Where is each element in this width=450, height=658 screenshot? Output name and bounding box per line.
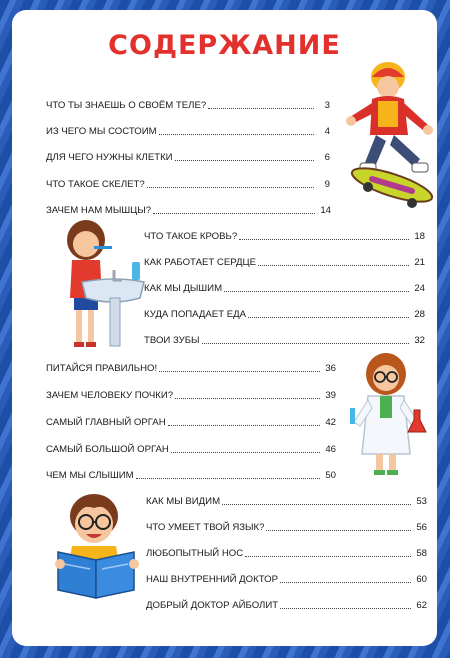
skateboarder-illustration <box>342 55 437 215</box>
toc-entry-label: САМЫЙ ГЛАВНЫЙ ОРГАН <box>46 417 166 428</box>
toc-entry[interactable] <box>46 467 336 481</box>
toc-entry-page: 14 <box>320 205 331 216</box>
toc-entry-page: 6 <box>324 152 330 163</box>
toc-entry-label: ТВОИ ЗУБЫ <box>144 335 200 346</box>
toc-leader-dots <box>208 108 314 109</box>
toc-entry-page: 42 <box>325 417 336 428</box>
toc-leader-dots <box>202 343 409 344</box>
toc-leader-dots <box>248 317 409 318</box>
toc-entry-label: ЧТО ТАКОЕ СКЕЛЕТ? <box>46 179 145 190</box>
toc-entry[interactable] <box>46 387 336 401</box>
toc-entry-label: ЧЕМ МЫ СЛЫШИМ <box>46 470 134 481</box>
scientist-girl-illustration <box>344 348 429 478</box>
boy-reading-illustration <box>54 490 142 600</box>
toc-entry-page: 46 <box>325 444 336 455</box>
toc-leader-dots <box>280 608 411 609</box>
toc-entry[interactable] <box>144 332 425 346</box>
toc-leader-dots <box>136 478 320 479</box>
toc-entry[interactable] <box>144 306 425 320</box>
toc-leader-dots <box>171 452 320 453</box>
toc-entry-page: 32 <box>414 335 425 346</box>
toc-leader-dots <box>153 213 315 214</box>
toc-entry-page: 4 <box>324 126 330 137</box>
toc-entry-label: ПИТАЙСЯ ПРАВИЛЬНО! <box>46 363 158 374</box>
toc-entry-label: ДЛЯ ЧЕГО НУЖНЫ КЛЕТКИ <box>46 152 173 163</box>
toc-leader-dots <box>175 398 320 399</box>
toc-entry[interactable] <box>46 176 330 190</box>
toc-entry[interactable] <box>144 254 425 268</box>
page-title: СОДЕРЖАНИЕ <box>108 30 341 61</box>
toc-entry[interactable] <box>46 414 336 428</box>
toc-leader-dots <box>175 160 314 161</box>
toc-entry-label: ЛЮБОПЫТНЫЙ НОС <box>146 548 244 559</box>
toc-entry-label: КАК МЫ ДЫШИМ <box>144 283 223 294</box>
toc-entry[interactable] <box>46 149 330 163</box>
toc-entry[interactable] <box>46 202 331 216</box>
toc-entry-page: 39 <box>325 390 336 401</box>
toc-entry[interactable] <box>146 493 427 507</box>
toc-entry-page: 50 <box>325 470 336 481</box>
toc-entry-page: 53 <box>416 496 427 507</box>
toc-entry-page: 60 <box>416 574 427 585</box>
toc-entry-page: 62 <box>416 600 427 611</box>
toc-entry-label: ИЗ ЧЕГО МЫ СОСТОИМ <box>46 126 157 137</box>
toc-leader-dots <box>239 239 409 240</box>
toc-entry[interactable] <box>146 597 427 611</box>
toc-entry-label: КУДА ПОПАДАЕТ ЕДА <box>144 309 247 320</box>
toc-entry-page: 28 <box>414 309 425 320</box>
toc-entry-page: 56 <box>416 522 427 533</box>
toc-leader-dots <box>159 371 320 372</box>
toc-entry[interactable] <box>144 280 425 294</box>
toc-entry[interactable] <box>46 97 330 111</box>
toc-entry-label: КАК МЫ ВИДИМ <box>146 496 221 507</box>
toc-entry[interactable] <box>146 545 427 559</box>
toc-entry-label: КАК РАБОТАЕТ СЕРДЦЕ <box>144 257 256 268</box>
toc-leader-dots <box>245 556 411 557</box>
toc-entry-label: ЧТО ТЫ ЗНАЕШЬ О СВОЁМ ТЕЛЕ? <box>46 100 207 111</box>
toc-entry[interactable] <box>146 519 427 533</box>
toc-entry[interactable] <box>144 228 425 242</box>
toc-entry-page: 21 <box>414 257 425 268</box>
toc-entry-page: 9 <box>324 179 330 190</box>
toc-entry[interactable] <box>46 360 336 374</box>
toc-entry-page: 36 <box>325 363 336 374</box>
toc-leader-dots <box>159 134 314 135</box>
toc-leader-dots <box>224 291 409 292</box>
toc-entry-label: ЧТО ТАКОЕ КРОВЬ? <box>144 231 238 242</box>
toc-page <box>12 10 437 646</box>
girl-brushing-teeth-illustration <box>60 218 150 358</box>
toc-entry-label: САМЫЙ БОЛЬШОЙ ОРГАН <box>46 444 169 455</box>
toc-entry-label: ЗАЧЕМ НАМ МЫШЦЫ? <box>46 205 152 216</box>
toc-entry-label: ЗАЧЕМ ЧЕЛОВЕКУ ПОЧКИ? <box>46 390 174 401</box>
toc-leader-dots <box>280 582 411 583</box>
toc-entry-page: 18 <box>414 231 425 242</box>
toc-leader-dots <box>168 425 320 426</box>
toc-entry-label: ЧТО УМЕЕТ ТВОЙ ЯЗЫК? <box>146 522 265 533</box>
toc-entry[interactable] <box>146 571 427 585</box>
toc-entry-page: 24 <box>414 283 425 294</box>
toc-leader-dots <box>258 265 409 266</box>
toc-entry[interactable] <box>46 441 336 455</box>
toc-entry-label: НАШ ВНУТРЕННИЙ ДОКТОР <box>146 574 279 585</box>
toc-leader-dots <box>147 187 314 188</box>
toc-entry[interactable] <box>46 123 330 137</box>
toc-entry-page: 58 <box>416 548 427 559</box>
toc-entry-page: 3 <box>324 100 330 111</box>
toc-leader-dots <box>222 504 411 505</box>
toc-leader-dots <box>266 530 411 531</box>
toc-entry-label: ДОБРЫЙ ДОКТОР АЙБОЛИТ <box>146 600 279 611</box>
